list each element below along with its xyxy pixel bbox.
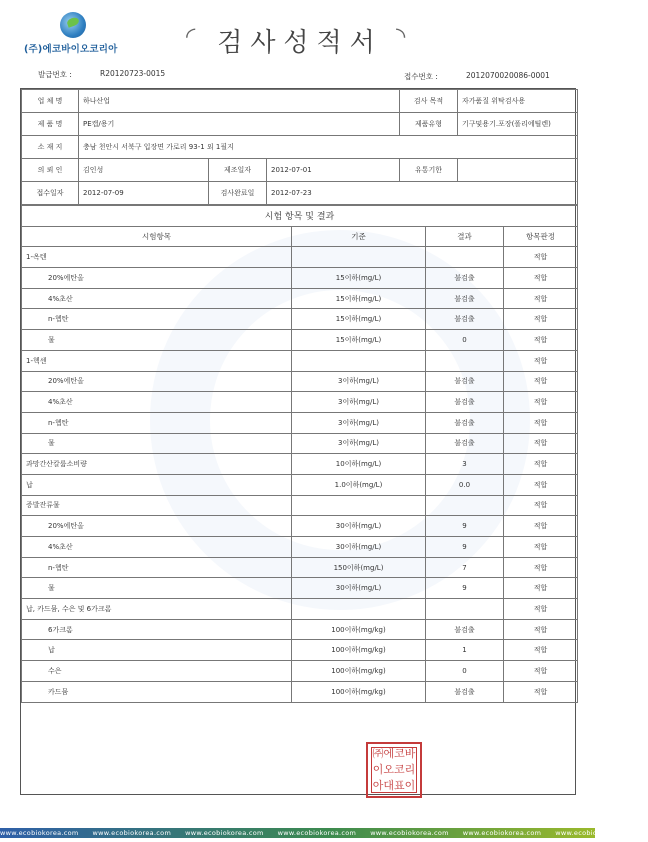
footer-url: www.ecobiokorea.com — [0, 829, 79, 837]
result-cell: 불검출 — [426, 619, 504, 640]
result-cell: 0 — [426, 330, 504, 351]
result-cell: 3 — [426, 454, 504, 475]
product-label: 제 품 명 — [22, 113, 79, 136]
verdict-cell: 적합 — [504, 350, 578, 371]
test-item-cell: 납, 카드뮴, 수은 및 6가크롬 — [22, 599, 292, 620]
footer-url: www.ecobiokorea.com — [555, 829, 634, 837]
receipt-number-label: 접수번호 : — [404, 72, 438, 81]
table-row — [22, 309, 578, 330]
test-item-cell: 1-헥센 — [22, 350, 292, 371]
test-item-cell: 증발잔류물 — [22, 495, 292, 516]
table-row — [22, 681, 578, 702]
footer-url: www.ecobiokorea.com — [370, 829, 449, 837]
result-cell: 불검출 — [426, 412, 504, 433]
column-header-item: 시험항목 — [22, 226, 292, 247]
info-table — [21, 89, 578, 205]
standard-cell: 30이하(mg/L) — [292, 516, 426, 537]
verdict-cell: 적합 — [504, 619, 578, 640]
result-cell: 9 — [426, 578, 504, 599]
table-row — [22, 288, 578, 309]
result-cell: 불검출 — [426, 392, 504, 413]
verdict-cell: 적합 — [504, 309, 578, 330]
test-item-cell: n-헵탄 — [22, 557, 292, 578]
verdict-cell: 적합 — [504, 288, 578, 309]
standard-cell: 3이하(mg/L) — [292, 371, 426, 392]
standard-cell — [292, 599, 426, 620]
company-label: 업 체 명 — [22, 90, 79, 113]
test-item-cell: 6가크롬 — [22, 619, 292, 640]
table-row — [22, 537, 578, 558]
result-cell — [426, 350, 504, 371]
footer-banner — [0, 826, 634, 842]
test-item-cell: 물 — [22, 578, 292, 599]
title-right-bracket: ◝ — [396, 22, 406, 50]
mfg-date-value: 2012-07-01 — [267, 159, 400, 182]
standard-cell: 100이하(mg/kg) — [292, 640, 426, 661]
footer-url: www.ecobiokorea.com — [277, 829, 357, 837]
issue-number-label: 발급번호 : — [38, 70, 72, 79]
standard-cell: 30이하(mg/L) — [292, 537, 426, 558]
standard-cell: 3이하(mg/L) — [292, 392, 426, 413]
result-cell — [426, 495, 504, 516]
mfg-date-label: 제조일자 — [209, 159, 267, 182]
test-item-cell: 카드뮴 — [22, 681, 292, 702]
verdict-cell: 적합 — [504, 537, 578, 558]
title-left-bracket: ◜ — [186, 22, 196, 50]
standard-cell: 15이하(mg/L) — [292, 268, 426, 289]
result-cell: 불검출 — [426, 433, 504, 454]
expiry-label: 유통기한 — [400, 159, 458, 182]
standard-cell: 15이하(mg/L) — [292, 309, 426, 330]
standard-cell: 100이하(mg/kg) — [292, 661, 426, 682]
test-item-cell: 물 — [22, 433, 292, 454]
seal-line: 아대표이 — [372, 779, 416, 792]
type-label: 제품유형 — [400, 113, 458, 136]
requester-label: 의 뢰 인 — [22, 159, 79, 182]
result-cell: 9 — [426, 516, 504, 537]
result-cell: 1 — [426, 640, 504, 661]
requester-value: 김인성 — [79, 159, 209, 182]
table-row — [22, 392, 578, 413]
table-row — [22, 619, 578, 640]
table-row — [22, 599, 578, 620]
footer-urls — [0, 829, 634, 837]
result-cell — [426, 247, 504, 268]
standard-cell: 3이하(mg/L) — [292, 412, 426, 433]
table-row — [22, 247, 578, 268]
result-cell: 7 — [426, 557, 504, 578]
issue-number: R20120723-0015 — [100, 69, 166, 78]
result-cell — [426, 599, 504, 620]
test-item-cell: 수은 — [22, 661, 292, 682]
table-row — [22, 578, 578, 599]
footer-url: www.ecobiokorea.com — [185, 829, 264, 837]
table-row — [22, 640, 578, 661]
footer-url: www.ecobiokorea.com — [462, 829, 542, 837]
verdict-cell: 적합 — [504, 557, 578, 578]
standard-cell — [292, 495, 426, 516]
verdict-cell: 적합 — [504, 247, 578, 268]
table-row — [22, 454, 578, 475]
test-item-cell: 4%초산 — [22, 288, 292, 309]
result-cell: 불검출 — [426, 288, 504, 309]
verdict-cell: 적합 — [504, 578, 578, 599]
verdict-cell: 적합 — [504, 474, 578, 495]
verdict-cell: 적합 — [504, 681, 578, 702]
verdict-cell: 적합 — [504, 412, 578, 433]
standard-cell — [292, 247, 426, 268]
table-row — [22, 268, 578, 289]
table-row — [22, 516, 578, 537]
test-item-cell: 20%에탄올 — [22, 268, 292, 289]
table-row — [22, 474, 578, 495]
test-item-cell: 납 — [22, 640, 292, 661]
type-value: 기구및용기.포장(폴리에틸렌) — [458, 113, 578, 136]
standard-cell: 15이하(mg/L) — [292, 288, 426, 309]
seal-line: ㈜에코바 — [372, 747, 416, 760]
results-title: 시험 항목 및 결과 — [22, 206, 578, 227]
certificate-table — [20, 88, 576, 795]
verdict-cell: 적합 — [504, 392, 578, 413]
seal-inner-border — [371, 747, 417, 793]
receipt-date-label: 접수일자 — [22, 182, 79, 205]
product-value: PE캡/용기 — [79, 113, 400, 136]
results-table — [21, 205, 578, 703]
table-row — [22, 330, 578, 351]
receipt-number: 2012070020086-0001 — [466, 71, 550, 80]
address-value: 충남 천안시 서북구 입장면 가로리 93-1 외 1필지 — [79, 136, 578, 159]
company-logo-icon — [60, 12, 86, 38]
table-row — [22, 557, 578, 578]
verdict-cell: 적합 — [504, 599, 578, 620]
column-header-standard: 기준 — [292, 226, 426, 247]
address-label: 소 재 지 — [22, 136, 79, 159]
test-item-cell: n-헵탄 — [22, 412, 292, 433]
verdict-cell: 적합 — [504, 495, 578, 516]
official-seal — [366, 742, 422, 798]
footer-url: www.ecobiokorea.com — [92, 829, 172, 837]
result-cell: 불검출 — [426, 681, 504, 702]
seal-line: 이오코리 — [372, 763, 416, 776]
result-cell: 9 — [426, 537, 504, 558]
test-item-cell: 과망간산칼륨소비량 — [22, 454, 292, 475]
standard-cell: 3이하(mg/L) — [292, 433, 426, 454]
test-item-cell: 4%초산 — [22, 392, 292, 413]
verdict-cell: 적합 — [504, 640, 578, 661]
complete-date-label: 검사완료일 — [209, 182, 267, 205]
verdict-cell: 적합 — [504, 268, 578, 289]
result-cell: 불검출 — [426, 268, 504, 289]
column-header-result: 결과 — [426, 226, 504, 247]
purpose-label: 검사 목적 — [400, 90, 458, 113]
standard-cell: 100이하(mg/kg) — [292, 681, 426, 702]
test-item-cell: 4%초산 — [22, 537, 292, 558]
standard-cell: 100이하(mg/kg) — [292, 619, 426, 640]
standard-cell: 15이하(mg/L) — [292, 330, 426, 351]
verdict-cell: 적합 — [504, 454, 578, 475]
test-item-cell: 물 — [22, 330, 292, 351]
test-item-cell: 20%에탄올 — [22, 371, 292, 392]
standard-cell — [292, 350, 426, 371]
table-row — [22, 433, 578, 454]
standard-cell: 30이하(mg/L) — [292, 578, 426, 599]
company-value: 하나산업 — [79, 90, 400, 113]
expiry-value — [458, 159, 578, 182]
standard-cell: 10이하(mg/L) — [292, 454, 426, 475]
table-row — [22, 412, 578, 433]
result-cell: 0 — [426, 661, 504, 682]
table-row — [22, 495, 578, 516]
verdict-cell: 적합 — [504, 330, 578, 351]
result-cell: 불검출 — [426, 371, 504, 392]
table-row — [22, 350, 578, 371]
table-row — [22, 661, 578, 682]
test-item-cell: n-헵탄 — [22, 309, 292, 330]
page-title: 검사성적서 — [217, 28, 383, 58]
verdict-cell: 적합 — [504, 433, 578, 454]
purpose-value: 자가품질 위탁검사용 — [458, 90, 578, 113]
standard-cell: 150이하(mg/L) — [292, 557, 426, 578]
complete-date-value: 2012-07-23 — [267, 182, 578, 205]
result-cell: 불검출 — [426, 309, 504, 330]
column-header-verdict: 항목판정 — [504, 226, 578, 247]
verdict-cell: 적합 — [504, 661, 578, 682]
company-name: (주)에코바이오코리아 — [24, 44, 118, 55]
table-row — [22, 371, 578, 392]
result-cell: 0.0 — [426, 474, 504, 495]
verdict-cell: 적합 — [504, 371, 578, 392]
test-item-cell: 납 — [22, 474, 292, 495]
receipt-date-value: 2012-07-09 — [79, 182, 209, 205]
test-item-cell: 20%에탄올 — [22, 516, 292, 537]
test-item-cell: 1-옥텐 — [22, 247, 292, 268]
standard-cell: 1.0이하(mg/L) — [292, 474, 426, 495]
verdict-cell: 적합 — [504, 516, 578, 537]
